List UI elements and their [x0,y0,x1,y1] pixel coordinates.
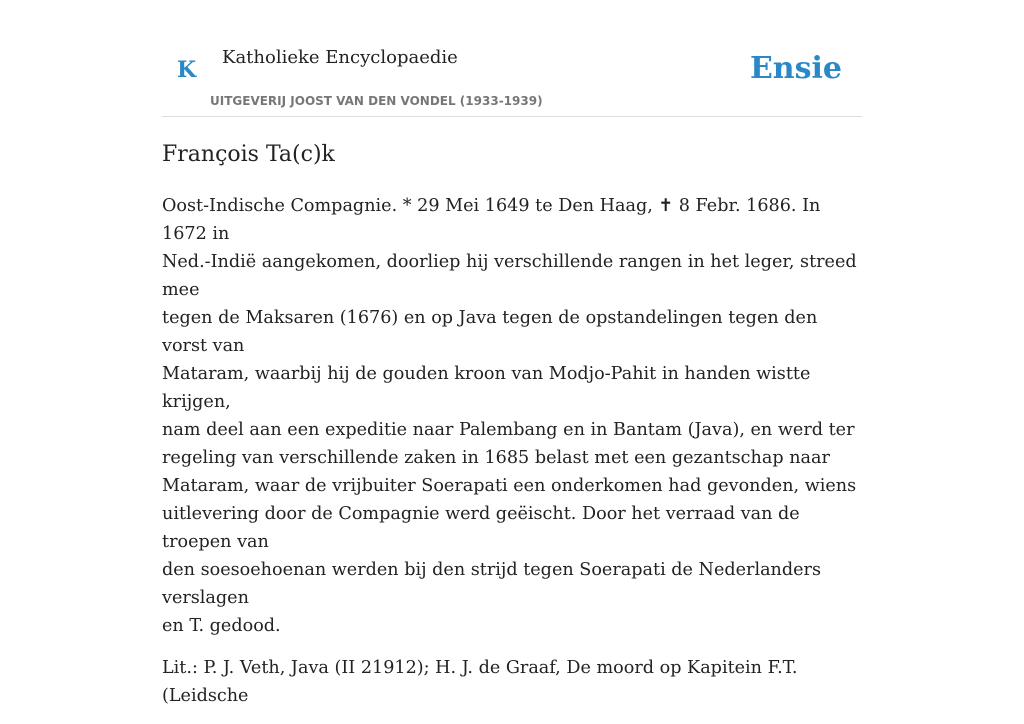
article-line: Mataram, waarbij hij de gouden kroon van Modjo-Pahit in handen wistte krijgen, [162,364,811,412]
article-line: Ned.-Indië aangekomen, doorliep hij verschillende rangen in het leger, streed mee [162,252,857,300]
article-line: uitlevering door de Compagnie werd geëischt. Door het verraad van de troepen van [162,504,800,552]
article-title: François Ta(c)k [162,142,335,167]
article-line: den soesoehoenan werden bij den strijd tegen Soerapati de Nederlanders verslagen [162,560,822,608]
publisher-line: UITGEVERIJ JOOST VAN DEN VONDEL (1933-1939) [210,94,543,108]
publication-title[interactable]: Katholieke Encyclopaedie [222,47,458,68]
article-line: Mataram, waar de vrijbuiter Soerapati een onderkomen had gevonden, wiens [162,476,857,496]
article-line: nam deel aan een expeditie naar Palembang en in Bantam (Java), en werd ter [162,420,855,440]
site-header [162,0,862,117]
literature-line: Lit.: P. J. Veth, Java (II 21912); H. J. de Graaf, De moord op Kapitein F.T. (Leidsche [162,658,798,706]
article-line: Oost-Indische Compagnie. * 29 Mei 1649 te Den Haag, ✝ 8 Febr. 1686. In 1672 in [162,196,821,244]
k-logo-icon[interactable]: K [177,57,197,83]
article-body [162,192,865,724]
literature-paragraph [162,654,865,710]
ensie-logo-link[interactable]: Ensie [749,51,842,86]
article-line: en T. gedood. [162,616,281,636]
article-line: tegen de Maksaren (1676) en op Java tegen de opstandelingen tegen den vorst van [162,308,818,356]
article-line: regeling van verschillende zaken in 1685 belast met een gezantschap naar [162,448,830,468]
article-paragraph [162,192,865,640]
